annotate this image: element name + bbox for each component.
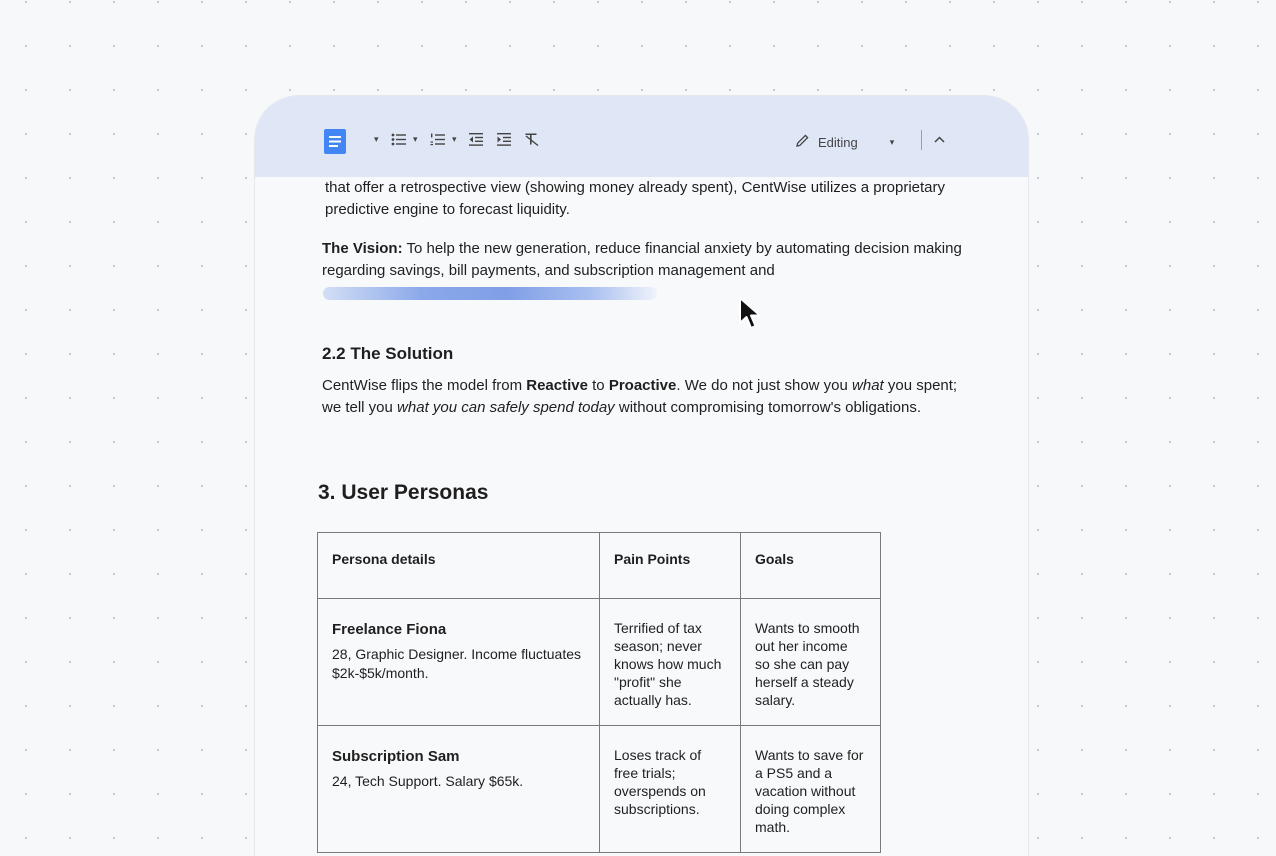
- persona-name: Subscription Sam: [332, 748, 460, 765]
- intro-paragraph: that offer a retrospective view (showing money already spent), CentWise utilizes a proprietary predictive engine to forecast liquidity.: [325, 179, 946, 218]
- table-header-row: [318, 533, 881, 599]
- decrease-indent-icon[interactable]: [469, 133, 483, 146]
- toolbar-divider: [921, 130, 922, 150]
- persona-cell: [318, 726, 600, 853]
- solution-paragraph: [322, 375, 962, 419]
- format-caret-icon[interactable]: ▾: [374, 134, 379, 144]
- table-row: [318, 599, 881, 726]
- bulleted-list-caret-icon[interactable]: ▾: [413, 134, 418, 144]
- chevron-up-icon[interactable]: [934, 136, 945, 143]
- increase-indent-icon[interactable]: [497, 133, 511, 146]
- document-body[interactable]: [255, 177, 1028, 856]
- what-italic: what: [852, 377, 884, 394]
- document-window: [255, 96, 1028, 856]
- proactive-bold: Proactive: [608, 377, 677, 394]
- vision-label: The Vision:: [322, 240, 403, 257]
- editing-mode-dropdown[interactable]: [796, 132, 894, 152]
- ai-writing-shimmer: [323, 287, 657, 300]
- persona-name: Freelance Fiona: [332, 621, 447, 638]
- vision-paragraph: [322, 238, 962, 282]
- clear-formatting-icon[interactable]: [525, 133, 539, 146]
- pain-points-cell: Loses track of free trials; overspends on subscriptions.: [600, 726, 741, 853]
- solution-text-2: to: [587, 377, 609, 394]
- solution-text-1: CentWise flips the model from: [322, 377, 527, 394]
- header-persona-details: Persona details: [318, 533, 600, 599]
- numbered-list-icon[interactable]: [430, 133, 445, 146]
- persona-details: 28, Graphic Designer. Income fluctuates $2k-$5k/month.: [332, 646, 582, 681]
- editing-mode-caret-icon: ▾: [889, 136, 895, 147]
- header-pain-points: Pain Points: [600, 533, 741, 599]
- personas-heading: 3. User Personas: [318, 481, 489, 504]
- mouse-pointer-icon: [738, 296, 766, 332]
- docs-toolbar: [255, 96, 1028, 177]
- solution-text-5: without compromising tomorrow's obligations.: [614, 399, 922, 416]
- editing-mode-label: Editing: [818, 134, 858, 150]
- pencil-icon: [796, 134, 809, 150]
- table-row: [318, 726, 881, 853]
- goals-cell: Wants to save for a PS5 and a vacation without doing complex math.: [741, 726, 881, 853]
- header-goals: Goals: [741, 533, 881, 599]
- solution-text-4: you spent; we tell you: [322, 377, 958, 416]
- reactive-bold: Reactive: [526, 377, 588, 394]
- safe-spend-italic: what you can safely spend today: [397, 399, 615, 416]
- vision-text: To help the new generation, reduce financial anxiety by automating decision making regarding savings, bill payments, and subscription management and: [322, 240, 962, 279]
- solution-text-3: . We do not just show you: [676, 377, 853, 394]
- persona-cell: [318, 599, 600, 726]
- personas-table: [317, 532, 881, 853]
- persona-details: 24, Tech Support. Salary $65k.: [332, 773, 524, 789]
- docs-logo-icon[interactable]: [324, 129, 346, 154]
- goals-cell: Wants to smooth out her income so she can pay herself a steady salary.: [741, 599, 881, 726]
- bulleted-list-icon[interactable]: [391, 133, 406, 146]
- numbered-list-caret-icon[interactable]: ▾: [452, 134, 457, 144]
- solution-heading: 2.2 The Solution: [322, 344, 454, 363]
- pain-points-cell: Terrified of tax season; never knows how much "profit" she actually has.: [600, 599, 741, 726]
